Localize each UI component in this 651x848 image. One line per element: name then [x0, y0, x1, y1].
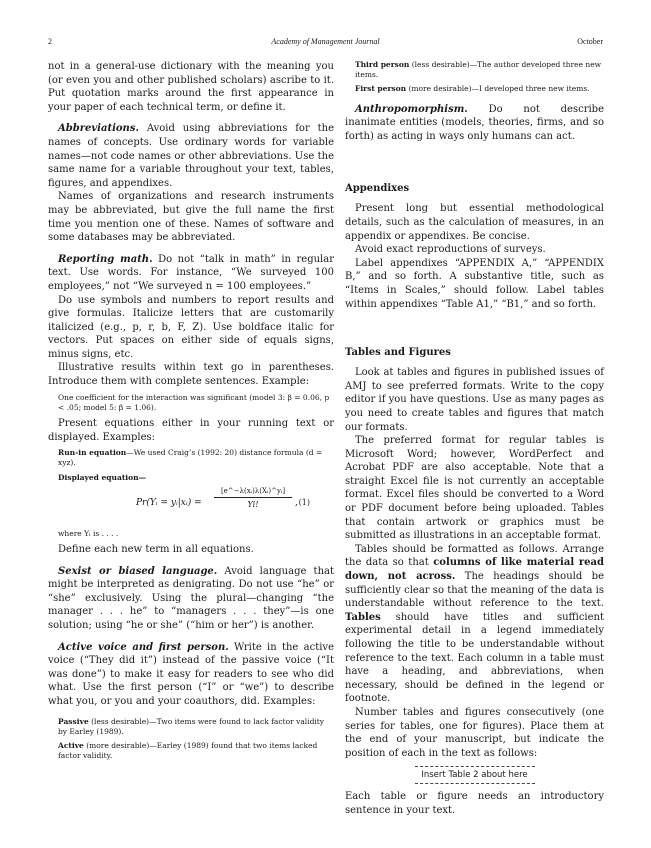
active-voice-paragraph: Active voice and first person. Write in the active voice (“They did it”) instead of the passive voice (“It was done”) to make it easy for readers to see who did what. Use the first person (“I” or “we”) to describe what you, or you and your coauthors, did. Examples: — [48, 641, 334, 707]
equation-lhs: Pr(Yᵢ = yᵢ|xᵢ) = — [136, 497, 202, 508]
displayed-equation: Pr(Yᵢ = yᵢ|xᵢ) = $\frac{\text{[e\textasciicircum{}−λ(xᵢ)λ(Xᵢ)\textasciicircum{}yᵢ]}}{Yi!}$ , (1) — [136, 486, 310, 509]
anthropomorphism-paragraph: Anthropomorphism. Do not describe inanimate entities (models, theories, firms, and so forth) as acting in ways only humans can act. — [345, 103, 604, 142]
abbreviations-paragraph-2: Names of organizations and research instruments may be abbreviated, but give the full name the first time you mention one of these. Names of software and some databases may be abbreviated. — [48, 191, 334, 244]
define-terms: Define each new term in all equations. — [58, 544, 254, 556]
tables-paragraph-1: Look at tables and figures in published issues of AMJ to see preferred formats. Write to the copy editor if you have questions. Use as many pages as you need to create tables and figures that match our formats. — [345, 367, 604, 433]
appendixes-paragraph-2: Avoid exact reproductions of surveys. — [355, 244, 546, 256]
journal-title: Academy of Management Journal — [271, 37, 380, 46]
reporting-math-paragraph: Reporting math. Do not “talk in math” in regular text. Use words. For instance, “We surveyed 100 employees,” not “We surveyed n = 100 employees.” — [48, 253, 334, 292]
reporting-math-paragraph-3: Illustrative results within text go in parentheses. Introduce them with complete sentences. Example: — [48, 362, 334, 388]
tables-paragraph-5: Each table or figure needs an introductory sentence in your text. — [345, 791, 604, 816]
page-number: 2 — [48, 37, 52, 46]
equation-fraction — [214, 487, 292, 509]
first-person-example: First person (more desirable)—I developed three new items. — [355, 84, 590, 94]
tables-paragraph-3: Tables should be formatted as follows. Arrange the data so that columns of like material read down, not across. The headings should be sufficiently clear so that the meaning of the data is understandable without reference to the text. Tables should have titles and sufficient experimental detail in a legend immediately following the title to be understandable without reference to the text. Each column in a table must have a heading, and abbreviations, when necessary, should be defined in the legend or footnote. — [345, 543, 605, 705]
tables-paragraph-2: The preferred format for regular tables is Microsoft Word; however, WordPerfect and Acrobat PDF are also acceptable. Note that a straight Excel file is not currently an acceptable format. Excel files should be converted to a Word or PDF document before being uploaded. Tables that contain artwork or graphics must be submitted as illustrations in an acceptable format. — [345, 435, 604, 542]
reporting-math-paragraph-2: Do use symbols and numbers to report results and give formulas. Italicize letters that are customarily italicized (e.g., p, r, b, F, Z). Use boldface italic for vectors. Put spaces on either side of equals signs, minus signs, etc. — [48, 294, 334, 360]
equation-where: where Yᵢ is . . . . — [58, 528, 119, 538]
equations-intro: Present equations either in your running text or displayed. Examples: — [48, 418, 334, 443]
equation-denominator: Yi! — [247, 499, 259, 509]
abbreviations-paragraph: Abbreviations. Avoid using abbreviations for the names of concepts. Use ordinary words for variable names—not code names or other abbreviations. Use the same name for a variable throughout your text, tables, figures, and appendixes. — [48, 123, 334, 189]
passive-example: Passive (less desirable)—Two items were found to lack factor validity by Earley (1989). — [58, 716, 325, 736]
abbreviations-heading: Abbreviations. — [58, 123, 139, 135]
left-column — [48, 60, 334, 761]
right-column — [345, 60, 604, 818]
illustrative-example: One coefficient for the interaction was significant (model 3: β = 0.06, p < .05; model 5: β = 1.06). — [58, 392, 330, 412]
reporting-math-heading: Reporting math. — [58, 253, 153, 265]
equation-numerator: [e^−λ(xᵢ)λ(Xᵢ)^yᵢ] — [214, 487, 292, 498]
runin-equation-example: Run-in equation—We used Craig’s (1992: 20) distance formula (d = xyz). — [58, 448, 323, 468]
third-person-example: Third person (less desirable)—The author developed three new items. — [355, 60, 602, 80]
sexist-language-paragraph: Sexist or biased language. Avoid language that might be interpreted as denigrating. Do not use “he” or “she” exclusively. Using the plural—changing “the manager . . . he” to “managers . . . they”—is one solution; using “he or she” (“him or her”) is another. — [48, 565, 334, 632]
runin-equation-label: Run-in equation — [58, 448, 127, 458]
running-header — [48, 37, 603, 49]
active-example: Active (more desirable)—Earley (1989) found that two items lacked factor validity. — [58, 741, 318, 761]
displayed-equation-label: Displayed equation— — [58, 472, 147, 482]
sexist-language-heading: Sexist or biased language. — [58, 565, 218, 577]
equation-number: (1) — [298, 497, 310, 507]
issue-month: October — [577, 37, 603, 46]
appendixes-paragraph-1: Present long but essential methodological details, such as the calculation of measures, in an appendix or appendixes. Be concise. — [345, 203, 604, 242]
intro-paragraph: not in a general-use dictionary with the meaning you (or even you and other published scholars) ascribe to it. Put quotation marks around the first appearance in your paper of each technical term, or define it. — [48, 61, 334, 113]
tables-figures-heading: Tables and Figures — [345, 347, 451, 359]
appendixes-heading: Appendixes — [345, 183, 410, 195]
insert-table-marker: Insert Table 2 about here — [415, 766, 535, 784]
tables-paragraph-4: Number tables and figures consecutively (one series for tables, one for figures). Place them at the end of your manuscript, but indicate the position of each in the text as follows: — [345, 706, 604, 759]
anthropomorphism-heading: Anthropomorphism. — [355, 103, 468, 115]
active-voice-heading: Active voice and first person. — [58, 641, 229, 653]
appendixes-paragraph-3: Label appendixes “APPENDIX A,” “APPENDIX B,” and so forth. A substantive title, such as “Items in Scales,” should follow. Label tables within appendixes “Table A1,” “B1,” and so forth. — [345, 257, 604, 310]
